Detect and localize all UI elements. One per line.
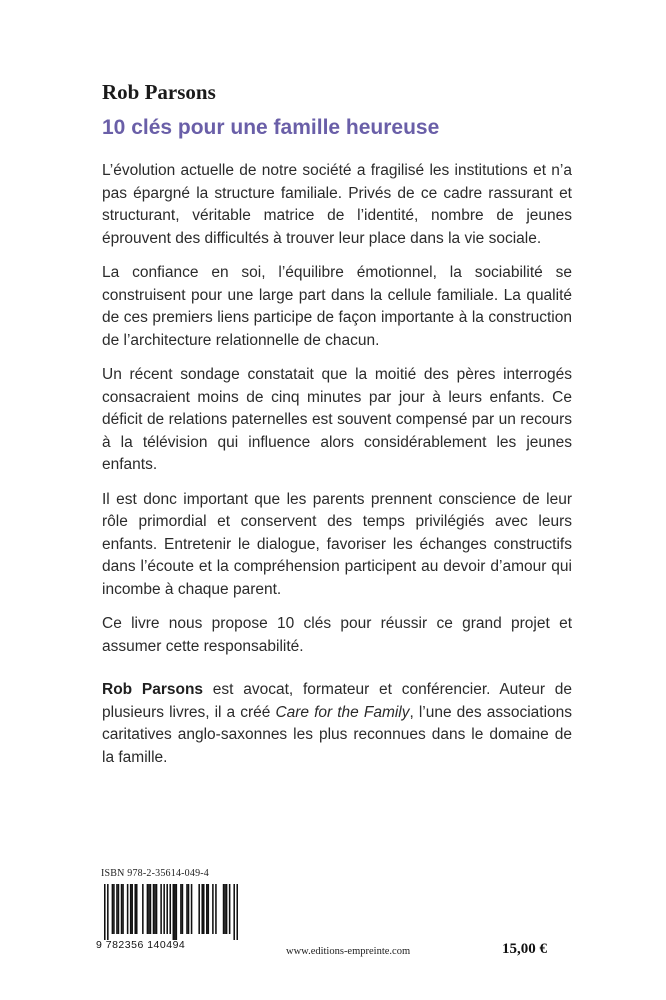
barcode-bar [224,884,226,934]
publisher-website: www.editions-empreinte.com [286,946,411,957]
barcode-bar [180,884,182,934]
barcode-digits: 9 782356 140494 [96,939,186,951]
barcode-bar [118,884,120,934]
barcode-bar [121,884,123,934]
barcode-bar [223,884,225,934]
barcode-bar [212,884,214,934]
barcode-bar [160,884,162,934]
paragraph-3: Un récent sondage constatait que la moitié des pères interrogés consacraient moins de cinq minutes par jour à leurs enfants. Ce déficit de relations paternelles est souvent compensé par un recours à la télévision qui influence alors considérablement les jeunes enfants. [102,366,572,473]
back-cover-text [102,160,572,781]
barcode-bar [166,884,168,934]
barcode [96,884,240,954]
barcode-bar [153,884,155,934]
barcode-bar [107,884,109,940]
barcode-bar [116,884,118,934]
barcode-bars [104,884,238,940]
barcode-bar [226,884,228,934]
barcode-bar [136,884,138,934]
barcode-bar [122,884,124,934]
paragraph-1: L’évolution actuelle de notre société a fragilisé les institutions et n’a pas épargné la structure familiale. Privés de ce cadre rassurant et structurant, véritable matrice de l’identité, nombre de jeunes éprouvent des difficultés à trouver leur place dans la vie sociale. [102,162,572,247]
bio-text-2: , l’une des associations caritatives anglo-saxonnes les plus reconnues dans le domaine de la famille. [102,703,573,766]
paragraph-5: Ce livre nous propose 10 clés pour réussir ce grand projet et assumer cette responsabilité. [102,615,572,655]
paragraph-2: La confiance en soi, l’équilibre émotionnel, la sociabilité se construisent pour une large part dans la cellule familiale. La qualité de ces premiers liens participe de façon importante à la construction de l’architecture relationnelle de chacun. [102,264,572,349]
barcode-bar [154,884,156,934]
barcode-bar [173,884,175,940]
barcode-bar [142,884,144,934]
author-name: Rob Parsons [102,80,216,104]
bio-text-1: est avocat, formateur et conférencier. Auteur de plusieurs livres, il a créé [102,681,572,721]
barcode-bar [147,884,149,934]
barcode-bar [186,884,188,934]
barcode-bar [113,884,115,934]
book-title: 10 clés pour une famille heureuse [102,116,440,139]
isbn-label: ISBN 978-2-35614-049-4 [101,868,210,879]
barcode-bar [131,884,133,934]
barcode-bar [150,884,152,934]
barcode-bar [191,884,193,934]
barcode-bar [198,884,200,934]
barcode-bar [174,884,176,940]
barcode-bar [134,884,136,934]
bio-organization: Care for the Family [275,703,410,721]
author-bio [102,679,572,769]
barcode-bar [156,884,158,934]
barcode-bar [215,884,217,934]
barcode-bar [104,884,106,940]
barcode-bar [208,884,210,934]
barcode-bar [182,884,184,934]
barcode-bar [169,884,171,934]
barcode-bar [206,884,208,934]
barcode-bar [188,884,190,934]
barcode-bar [112,884,114,934]
barcode-bar [236,884,238,940]
barcode-bar [148,884,150,934]
bio-author-name: Rob Parsons [102,681,204,698]
barcode-bar [176,884,178,940]
barcode-bar [130,884,132,934]
paragraph-4: Il est donc important que les parents prennent conscience de leur rôle primordial et conservent des temps privilégiés avec leurs enfants. Entretenir le dialogue, favoriser les échanges constructifs dans l’écoute et la compréhension participent au devoir d’amour qui incombe à chaque parent. [102,490,572,598]
barcode-bar [203,884,205,934]
barcode-bar [127,884,129,934]
barcode-bar [201,884,203,934]
barcode-bar [163,884,165,934]
barcode-bar [229,884,231,934]
barcode-bar [233,884,235,940]
price: 15,00 € [502,941,547,957]
